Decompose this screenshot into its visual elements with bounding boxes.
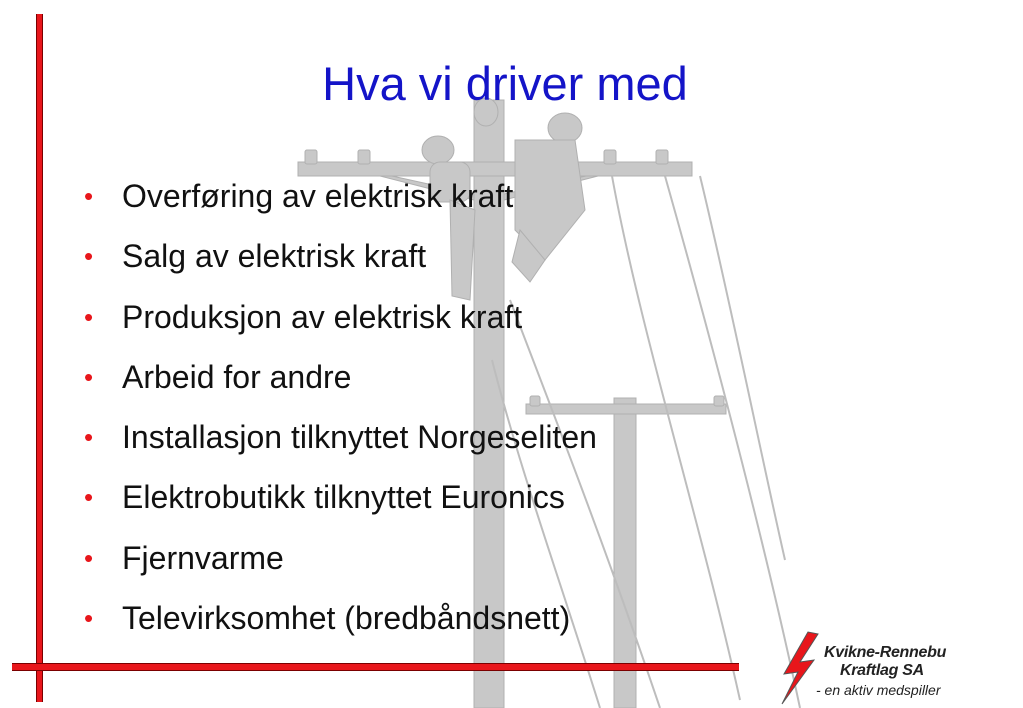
- bullet-dot-icon: •: [84, 361, 94, 392]
- logo-tagline: - en aktiv medspiller: [816, 682, 941, 698]
- bullet-text: Produksjon av elektrisk kraft: [122, 298, 523, 335]
- bullet-dot-icon: •: [84, 482, 94, 513]
- company-logo: [778, 628, 1018, 706]
- horizontal-accent-line: [12, 663, 739, 671]
- bullet-dot-icon: •: [84, 422, 94, 453]
- bullet-dot-icon: •: [84, 603, 94, 634]
- bullet-text: Televirksomhet (bredbåndsnett): [122, 600, 571, 637]
- vertical-accent-line: [36, 14, 43, 702]
- bullet-text: Installasjon tilknyttet Norgeseliten: [122, 419, 597, 456]
- bullet-text: Fjernvarme: [122, 539, 284, 576]
- logo-line-2: Kraftlag SA: [840, 662, 924, 679]
- bullet-dot-icon: •: [84, 181, 94, 211]
- bullet-text: Elektrobutikk tilknyttet Euronics: [122, 479, 565, 516]
- bullet-dot-icon: •: [84, 301, 94, 332]
- bullet-text: Arbeid for andre: [122, 358, 352, 395]
- bullet-text: Salg av elektrisk kraft: [122, 238, 427, 275]
- slide-title: Hva vi driver med: [322, 57, 688, 110]
- bullet-dot-icon: •: [84, 542, 94, 573]
- bullet-dot-icon: •: [84, 241, 94, 272]
- bullet-text: Overføring av elektrisk kraft: [122, 178, 514, 214]
- logo-line-1: Kvikne-Rennebu: [824, 644, 947, 661]
